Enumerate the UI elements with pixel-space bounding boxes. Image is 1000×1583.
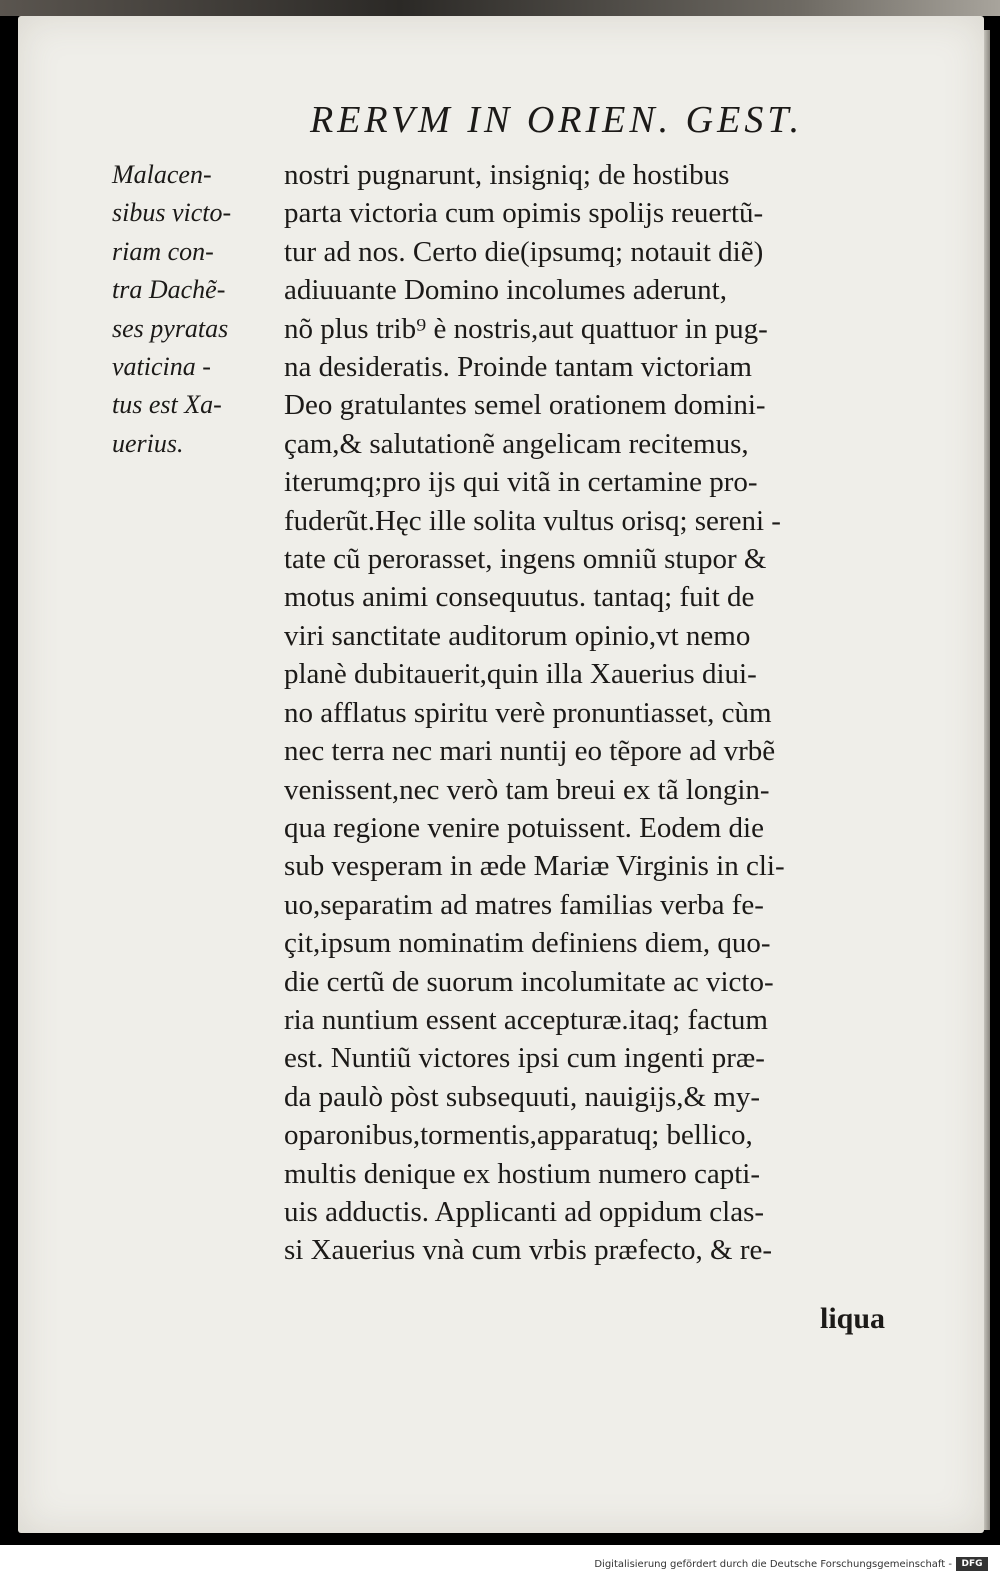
margin-note-line: tus est Xa-: [112, 390, 222, 420]
text-line: nõ plus trib⁹ è nostris,aut quattuor in pug-: [284, 312, 768, 345]
dfg-logo-icon: DFG: [956, 1557, 988, 1571]
scan-top-strip: [0, 0, 1000, 16]
text-line: iterumq;pro ijs qui vitã in certamine pro-: [284, 466, 758, 499]
text-line: sub vesperam in æde Mariæ Virginis in cli-: [284, 850, 785, 883]
text-line: oparonibus,tormentis,apparatuq; bellico,: [284, 1119, 753, 1152]
text-line: na desideratis. Proinde tantam victoriam: [284, 351, 752, 384]
margin-note-line: ses pyratas: [112, 313, 229, 343]
body-text: [284, 156, 909, 1270]
text-line: Deo gratulantes semel orationem domini-: [284, 389, 766, 422]
catchword: liqua: [820, 1302, 886, 1335]
text-line: çam,& salutationẽ angelicam recitemus,: [284, 427, 749, 460]
text-line: planè dubitauerit,quin illa Xauerius diui-: [284, 658, 757, 691]
text-line: si Xauerius vnà cum vrbis præfecto, & re-: [284, 1234, 773, 1267]
text-line: da paulò pòst subsequuti, nauigijs,& my-: [284, 1080, 761, 1113]
footer-bar: [0, 1545, 1000, 1583]
text-line: est. Nuntiũ victores ipsi cum ingenti præ-: [284, 1042, 765, 1075]
margin-note-line: vaticina -: [112, 352, 211, 382]
margin-note-line: Malacen-: [112, 160, 212, 189]
text-line: nec terra nec mari nuntij eo tẽpore ad vrbẽ: [284, 735, 776, 768]
margin-note-line: riam con-: [112, 236, 214, 266]
text-line: uis adductis. Applicanti ad oppidum clas-: [284, 1195, 765, 1228]
text-line: adiuuante Domino incolumes aderunt,: [284, 274, 727, 307]
text-line: fuderũt.Hęc ille solita vultus orisq; sereni -: [284, 504, 781, 537]
text-line: no afflatus spiritu verè pronuntiasset, cùm: [284, 696, 772, 729]
text-line: multis denique ex hostium numero capti-: [284, 1157, 760, 1190]
text-line: çit,ipsum nominatim definiens diem, quo-: [284, 927, 771, 960]
margin-note-line: sibus victo-: [112, 198, 232, 228]
text-line: parta victoria cum opimis spolijs reuertũ-: [284, 197, 764, 230]
running-head: RERVM IN ORIEN. GEST.: [310, 99, 804, 141]
text-line: venissent,nec verò tam breui ex tã longin-: [284, 773, 770, 806]
margin-note: [112, 156, 282, 463]
text-line: ria nuntium essent accepturæ.itaq; factum: [284, 1003, 768, 1036]
text-line: viri sanctitate auditorum opinio,vt nemo: [284, 619, 751, 652]
text-line: qua regione venire potuissent. Eodem die: [284, 811, 764, 844]
text-line: die certũ de suorum incolumitate ac victo-: [284, 965, 774, 998]
text-line: motus animi consequutus. tantaq; fuit de: [284, 581, 755, 614]
margin-note-line: tra Dachẽ-: [112, 275, 226, 305]
footer-credit: Digitalisierung gefördert durch die Deutsche Forschungsgemeinschaft -: [594, 1559, 952, 1570]
margin-note-line: uerius.: [112, 428, 184, 458]
text-line: nostri pugnarunt, insigniq; de hostibus: [284, 159, 730, 191]
text-line: tate cũ perorasset, ingens omniũ stupor &: [284, 543, 767, 576]
text-line: uo,separatim ad matres familias verba fe-: [284, 888, 764, 921]
text-line: tur ad nos. Certo die(ipsumq; notauit diẽ): [284, 235, 764, 268]
